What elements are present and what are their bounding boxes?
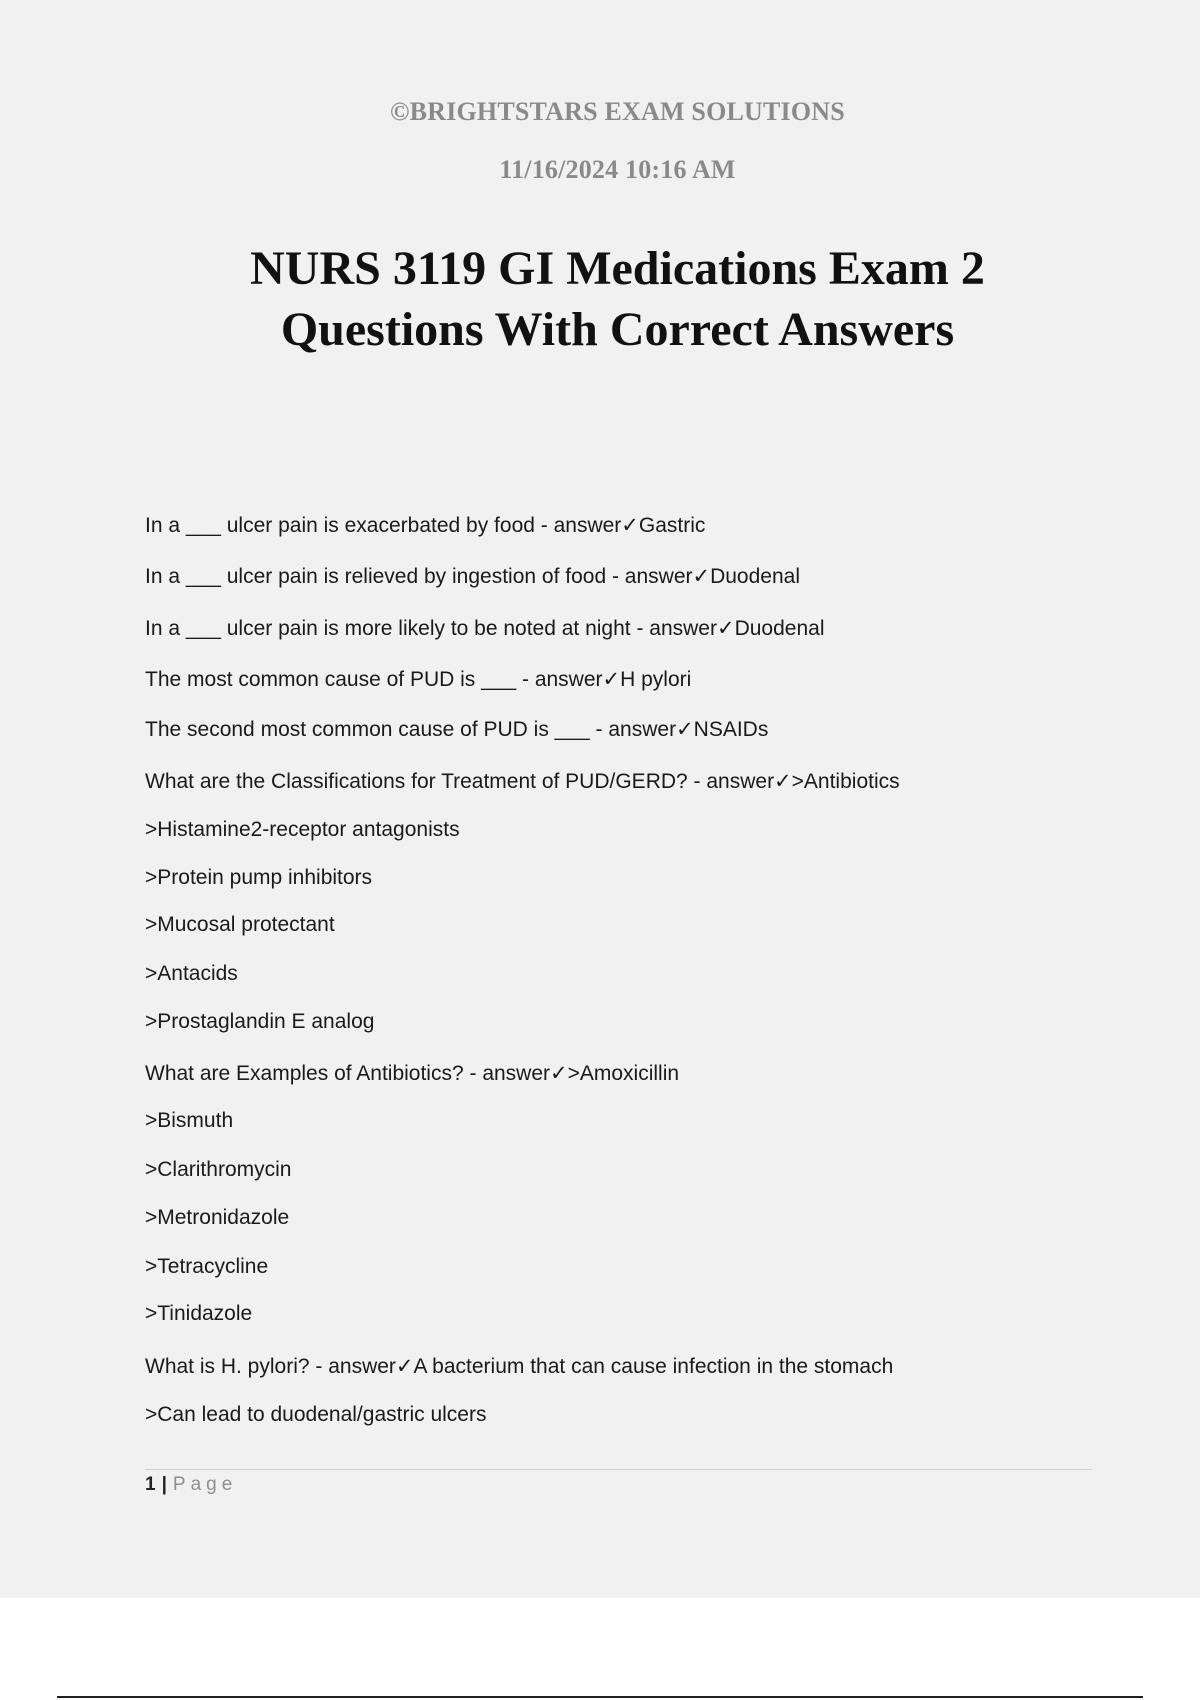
qa-line: What are Examples of Antibiotics? - answer✓>Amoxicillin [145, 1062, 680, 1085]
qa-line: What is H. pylori? - answer✓A bacterium that can cause infection in the stomach [145, 1355, 894, 1378]
qa-line: >Prostaglandin E analog [145, 1010, 375, 1033]
qa-line: The second most common cause of PUD is ___ - answer✓NSAIDs [145, 718, 769, 741]
qa-line: >Tetracycline [145, 1255, 269, 1278]
qa-line: >Protein pump inhibitors [145, 866, 373, 889]
page-number: 1 [145, 1474, 156, 1495]
qa-line: What are the Classifications for Treatment of PUD/GERD? - answer✓>Antibiotics [145, 770, 900, 793]
next-page-top-border [57, 1696, 1143, 1698]
footer-separator: | [161, 1474, 167, 1495]
qa-line: In a ___ ulcer pain is more likely to be noted at night - answer✓Duodenal [145, 617, 825, 640]
qa-line: >Antacids [145, 962, 238, 985]
title-line-2: Questions With Correct Answers [280, 303, 955, 356]
qa-line: In a ___ ulcer pain is exacerbated by food - answer✓Gastric [145, 514, 706, 537]
print-timestamp: 11/16/2024 10:16 AM [499, 155, 736, 184]
qa-line: >Metronidazole [145, 1206, 290, 1229]
document-title [0, 238, 1200, 360]
qa-line: >Histamine2-receptor antagonists [145, 818, 460, 841]
qa-line: >Mucosal protectant [145, 913, 335, 936]
qa-line: >Bismuth [145, 1109, 234, 1132]
title-line-1: NURS 3119 GI Medications Exam 2 [250, 242, 985, 295]
qa-line: The most common cause of PUD is ___ - answer✓H pylori [145, 668, 692, 691]
qa-line: >Tinidazole [145, 1302, 253, 1325]
page-label: Page [172, 1474, 238, 1495]
brand-watermark: ©BRIGHTSTARS EXAM SOLUTIONS [390, 97, 845, 126]
page-footer [145, 1474, 237, 1496]
qa-line: In a ___ ulcer pain is relieved by ingestion of food - answer✓Duodenal [145, 565, 800, 588]
qa-line: >Clarithromycin [145, 1158, 292, 1181]
qa-line: >Can lead to duodenal/gastric ulcers [145, 1403, 487, 1426]
footer-divider [145, 1469, 1092, 1470]
